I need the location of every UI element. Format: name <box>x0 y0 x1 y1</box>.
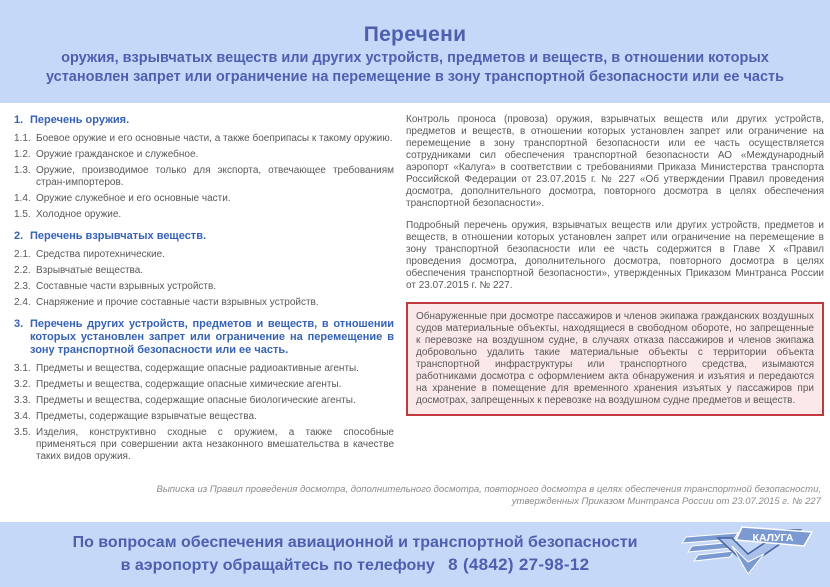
logo-text: КАЛУГА <box>752 532 794 544</box>
item-text: Боевое оружие и его основные части, а также боеприпасы к такому оружию. <box>36 132 393 144</box>
section-heading <box>14 230 394 243</box>
contact-line-2: в аэропорту обращайтесь по телефону <box>120 556 435 574</box>
control-paragraph: Контроль проноса (провоза) оружия, взрывчатых веществ или других устройств, предметов и веществ, в отношении которых установлен запрет или ограничение на перемещение в зону транспортной безопасности или ее часть осуществляется сотрудниками сил обеспечения транспортной безопасности АО «Международный аэропорт «Калуга» в соответствии с требованиями Приказа Министерства транспорта Российской Федерации от 23.07.2015 г. № 227 «Об утверждении Правил проведения досмотра, дополнительного досмотра, повторного досмотра в целях обеспечения транспортной безопасности». <box>406 114 824 209</box>
contact-message <box>0 532 680 577</box>
item-text: Предметы и вещества, содержащие опасные биологические агенты. <box>36 394 356 406</box>
right-column <box>406 114 825 478</box>
section-other-devices <box>14 318 394 463</box>
list-item <box>14 149 394 161</box>
item-text: Оружие, производимое только для экспорта, отвечающее требованиям стран-импортеров. <box>36 164 394 188</box>
list-item <box>14 427 394 463</box>
item-text: Изделия, конструктивно сходные с оружием, а также способные применяться при совершении акта незаконного вмешательства в качестве таких видов оружия. <box>36 426 394 462</box>
item-number: 1.1. <box>14 132 31 144</box>
item-text: Оружие гражданское и служебное. <box>36 148 199 160</box>
item-number: 1.4. <box>14 192 31 204</box>
item-text: Оружие служебное и его основные части. <box>36 192 231 204</box>
page-title: Перечени <box>363 23 467 46</box>
item-number: 3.2. <box>14 378 31 390</box>
item-number: 1.3. <box>14 164 31 176</box>
source-footnote <box>14 478 825 522</box>
two-column-layout <box>14 114 825 478</box>
list-item <box>14 411 394 423</box>
item-text: Холодное оружие. <box>36 208 122 220</box>
footnote-line-2: утвержденных Приказом Минтранса России от 23.07.2015 г. № 227 <box>511 496 821 508</box>
item-number: 3.3. <box>14 394 31 406</box>
list-item <box>14 209 394 221</box>
left-column <box>14 114 406 478</box>
detailed-list-paragraph: Подробный перечень оружия, взрывчатых веществ или других устройств, предметов и веществ, в отношении которых установлен запрет или ограничение на перемещение в зону транспортной безопасности или ее часть содержится в Главе X «Правил проведения досмотра, дополнительного досмотра, повторного досмотра в целях обеспечения транспортной безопасности», утвержденных Приказом Минтранса России от 23.07.2015 г. № 227. <box>406 220 824 291</box>
item-number: 2.1. <box>14 248 31 260</box>
subtitle-line-2: установлен запрет или ограничение на перемещение в зону транспортной безопасности или ее часть <box>45 68 785 85</box>
contact-line-1: По вопросам обеспечения авиационной и транспортной безопасности <box>72 534 638 552</box>
item-number: 1.5. <box>14 208 31 220</box>
item-number: 1.2. <box>14 148 31 160</box>
item-number: 3.4. <box>14 410 31 422</box>
list-item <box>14 265 394 277</box>
list-item <box>14 165 394 189</box>
list-item <box>14 133 394 145</box>
section-number: 1. <box>14 114 24 126</box>
section-number: 2. <box>14 229 24 242</box>
item-number: 3.1. <box>14 362 31 374</box>
footer-bar <box>0 522 830 587</box>
list-item <box>14 297 394 309</box>
list-item <box>14 281 394 293</box>
item-text: Предметы и вещества, содержащие опасные химические агенты. <box>36 378 342 390</box>
list-item <box>14 363 394 375</box>
list-item <box>14 379 394 391</box>
item-number: 2.3. <box>14 280 31 292</box>
item-number: 3.5. <box>14 426 31 438</box>
item-text: Снаряжение и прочие составные части взрывных устройств. <box>36 296 319 308</box>
header <box>0 0 830 103</box>
list-item <box>14 249 394 261</box>
content <box>0 103 830 522</box>
phone-number: 8 (4842) 27-98-12 <box>448 554 590 574</box>
section-weapons <box>14 114 394 221</box>
item-number: 2.4. <box>14 296 31 308</box>
confiscation-notice-box: Обнаруженные при досмотре пассажиров и членов экипажа гражданских воздушных судов материальные объекты, находящиеся в свободном обороте, но запрещенные к перевозке на воздушном судне, в случаях отказа пассажиров и членов экипажа добровольно удалить такие материальные объекты с территории объекта транспортной инфраструктуры или транспортного средства, изымаются работниками досмотра с оформлением акта обнаружения и изъятия и передаются на хранение в помещение для временного хранения изъятых у пассажиров при досмотрах, запрещенных к перевозке на воздушном судне предметов и веществ. <box>406 302 824 416</box>
section-title: Перечень оружия. <box>30 114 130 126</box>
airport-logo-svg <box>680 524 820 580</box>
section-explosives <box>14 230 394 309</box>
footnote-line-1: Выписка из Правил проведения досмотра, дополнительного досмотра, повторного досмотра в целях обеспечения транспортной безопасности, <box>156 484 821 496</box>
list-item <box>14 395 394 407</box>
item-text: Взрывчатые вещества. <box>36 264 144 276</box>
item-text: Предметы и вещества, содержащие опасные радиоактивные агенты. <box>36 362 359 374</box>
page-subtitle <box>0 49 830 86</box>
section-title: Перечень других устройств, предметов и веществ, в отношении которых установлен запрет или ограничение на перемещение в зону транспортной безопасности или ее часть. <box>30 317 394 356</box>
section-heading <box>14 318 394 357</box>
item-text: Составные части взрывных устройств. <box>36 280 217 292</box>
section-number: 3. <box>14 317 24 330</box>
section-heading <box>14 114 394 127</box>
kaluga-airport-logo-icon <box>680 524 830 585</box>
item-number: 2.2. <box>14 264 31 276</box>
subtitle-line-1: оружия, взрывчатых веществ или других устройств, предметов и веществ, в отношении которых <box>61 50 769 66</box>
item-text: Средства пиротехнические. <box>36 248 165 260</box>
list-item <box>14 193 394 205</box>
item-text: Предметы, содержащие взрывчатые вещества. <box>36 410 257 422</box>
section-title: Перечень взрывчатых веществ. <box>30 229 207 242</box>
